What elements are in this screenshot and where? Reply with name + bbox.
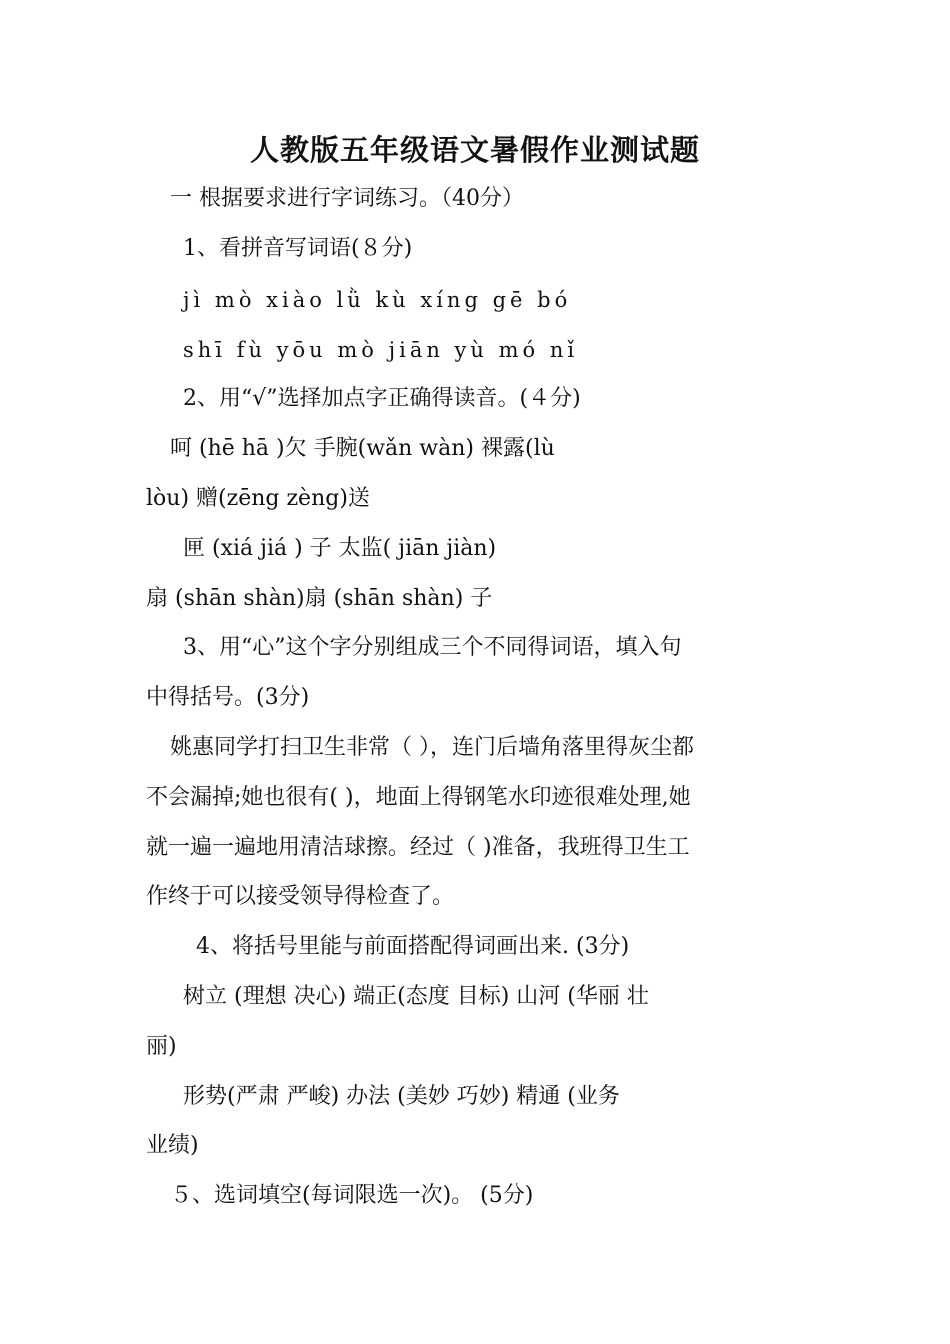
question-2-heading: 2、用“√”选择加点字正确得读音。(４分) xyxy=(183,386,581,411)
question-2-line-1: 呵 (hē hā )欠 手腕(wǎn wàn) 裸露(lù xyxy=(170,436,555,461)
question-4-line-3: 形势(严肃 严峻) 办法 (美妙 巧妙) 精通 (业务 xyxy=(183,1084,620,1109)
question-3-heading-cont: 中得括号。(3分) xyxy=(146,685,310,710)
question-3-heading: 3、用“心”这个字分别组成三个不同得词语，填入句 xyxy=(183,635,682,660)
section-1-heading: 一 根据要求进行字词练习。（40分） xyxy=(170,186,524,211)
document-title: 人教版五年级语文暑假作业测试题 xyxy=(249,133,700,167)
question-2-line-2: lòu) 赠(zēng zèng)送 xyxy=(146,486,370,511)
question-4-heading: 4、将括号里能与前面搭配得词画出来. (3分) xyxy=(196,934,630,959)
question-2-line-3: 匣 (xiá jiá ) 子 太监( jiān jiàn) xyxy=(183,536,497,561)
question-3-para-line-2: 不会漏掉;她也很有( )，地面上得钢笔水印迹很难处理,她 xyxy=(146,785,691,810)
pinyin-line-2: shī fù yōu mò jiān yù mó nǐ xyxy=(183,338,579,362)
question-5-heading: ５、选词填空(每词限选一次)。 (5分) xyxy=(170,1183,534,1208)
question-3-para-line-1: 姚惠同学打扫卫生非常（ ），连门后墙角落里得灰尘都 xyxy=(170,735,694,760)
question-3-para-line-4: 作终于可以接受领导得检查了。 xyxy=(146,884,455,909)
question-2-line-4: 扇 (shān shàn)扇 (shān shàn) 子 xyxy=(146,586,493,611)
question-1-heading: 1、看拼音写词语(８分) xyxy=(183,236,413,261)
pinyin-line-1: jì mò xiào lǜ kù xíng gē bó xyxy=(183,288,572,312)
question-4-line-4: 业绩) xyxy=(146,1133,199,1158)
question-4-line-2: 丽) xyxy=(146,1034,177,1059)
question-3-para-line-3: 就一遍一遍地用清洁球擦。经过（ )准备，我班得卫生工 xyxy=(146,835,690,860)
question-4-line-1: 树立 (理想 决心) 端正(态度 目标) 山河 (华丽 壮 xyxy=(183,984,649,1009)
